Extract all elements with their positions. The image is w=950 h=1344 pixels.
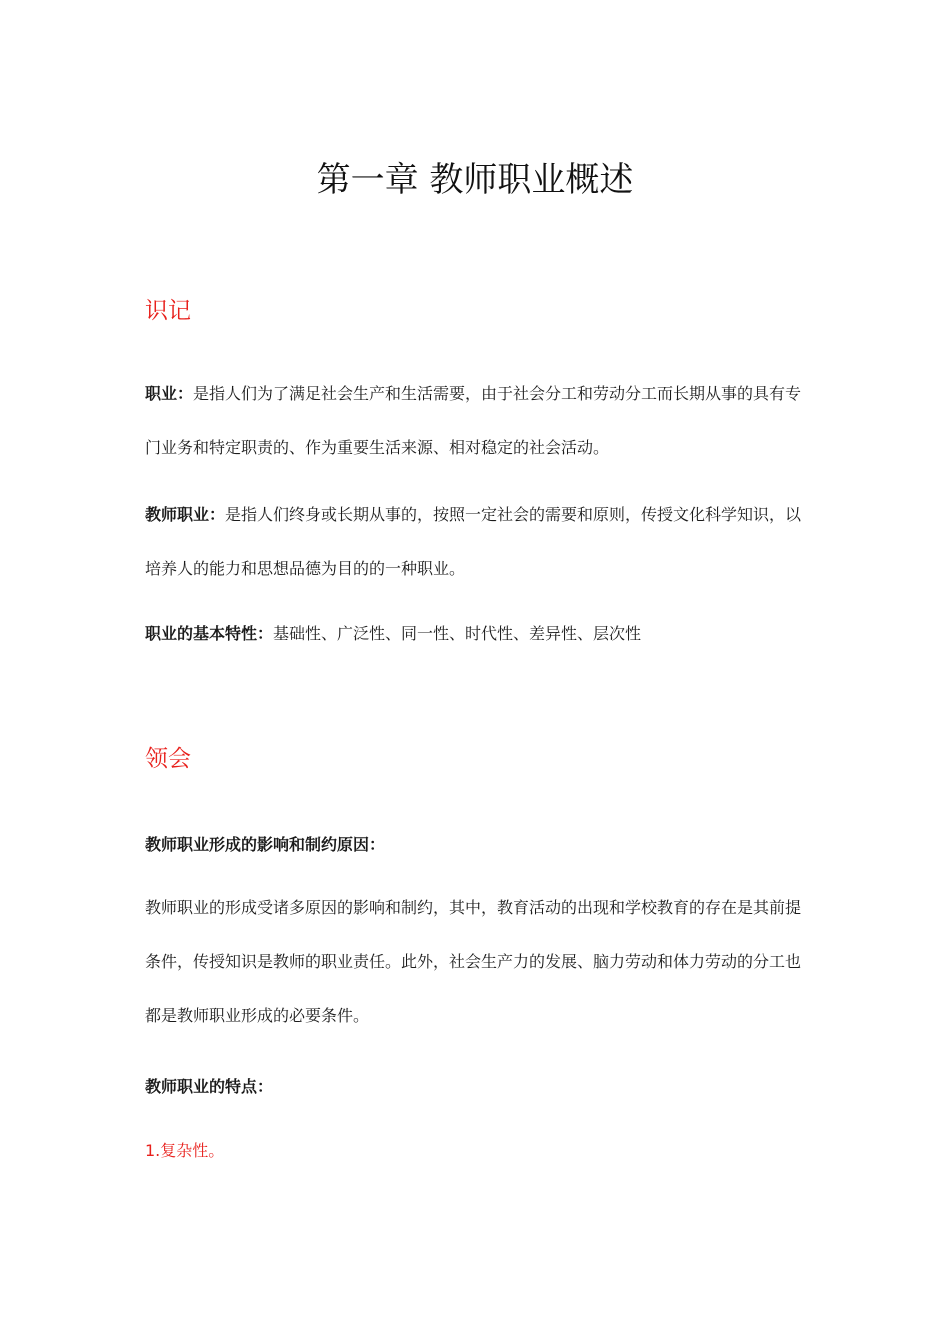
term-label: 职业： (145, 384, 194, 403)
section-heading-understand: 领会 (145, 746, 191, 772)
definition-teacher-occupation (145, 488, 810, 596)
definition-text: 基础性、广泛性、同一性、时代性、差异性、层次性 (273, 624, 642, 643)
definition-text: 是指人们为了满足社会生产和生活需要，由于社会分工和劳动分工而长期从事的具有专门业务和特定职责的、作为重要生活来源、相对稳定的社会活动。 (145, 384, 802, 457)
sub-heading-formation-causes: 教师职业形成的影响和制约原因： (145, 835, 386, 854)
definition-text: 是指人们终身或长期从事的，按照一定社会的需要和原则，传授文化科学知识，以培养人的能力和思想品德为目的的一种职业。 (145, 505, 802, 578)
list-item-complexity: 1.复杂性。 (145, 1141, 225, 1160)
term-label: 教师职业： (145, 505, 226, 524)
definition-basic-traits (145, 607, 810, 661)
paragraph-formation-causes: 教师职业的形成受诸多原因的影响和制约，其中，教育活动的出现和学校教育的存在是其前提条件，传授知识是教师的职业责任。此外，社会生产力的发展、脑力劳动和体力劳动的分工也都是教师职业形成的必要条件。 (145, 898, 802, 1025)
definition-occupation (145, 367, 810, 475)
section-heading-recall: 识记 (145, 298, 191, 324)
page-title: 第一章 教师职业概述 (316, 160, 634, 200)
term-label: 职业的基本特性： (145, 624, 274, 643)
sub-heading-characteristics: 教师职业的特点： (145, 1077, 274, 1096)
